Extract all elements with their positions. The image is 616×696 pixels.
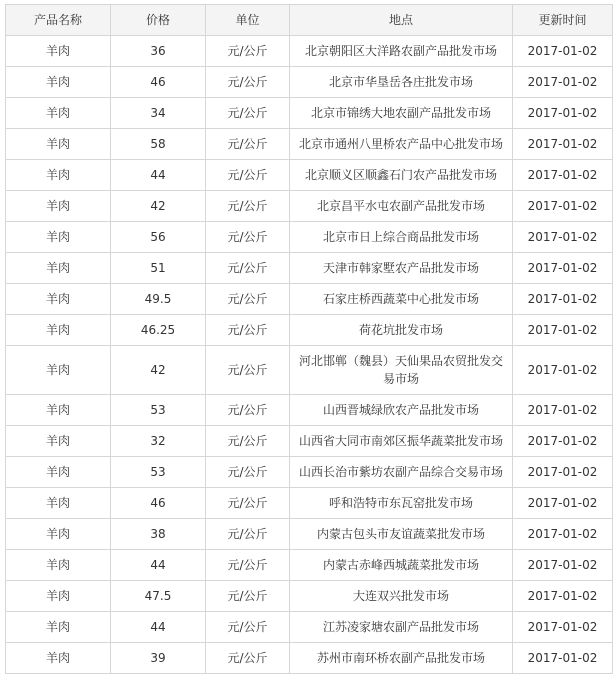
cell-unit: 元/公斤 [206, 346, 290, 395]
table-header [6, 5, 613, 36]
cell-market: 北京市日上综合商品批发市场 [290, 222, 513, 253]
cell-update-time: 2017-01-02 [513, 519, 613, 550]
table-row [6, 129, 613, 160]
cell-market: 呼和浩特市东瓦窑批发市场 [290, 488, 513, 519]
cell-product-name: 羊肉 [6, 581, 111, 612]
cell-update-time: 2017-01-02 [513, 346, 613, 395]
cell-update-time: 2017-01-02 [513, 457, 613, 488]
table-row [6, 222, 613, 253]
cell-price: 46 [111, 67, 206, 98]
table-row [6, 36, 613, 67]
cell-update-time: 2017-01-02 [513, 284, 613, 315]
cell-product-name: 羊肉 [6, 315, 111, 346]
cell-unit: 元/公斤 [206, 395, 290, 426]
cell-unit: 元/公斤 [206, 284, 290, 315]
cell-unit: 元/公斤 [206, 426, 290, 457]
cell-market: 北京朝阳区大洋路农副产品批发市场 [290, 36, 513, 67]
cell-market: 内蒙古包头市友谊蔬菜批发市场 [290, 519, 513, 550]
cell-update-time: 2017-01-02 [513, 426, 613, 457]
cell-market: 北京市华垦岳各庄批发市场 [290, 67, 513, 98]
table-row [6, 191, 613, 222]
table-row [6, 550, 613, 581]
cell-market: 苏州市南环桥农副产品批发市场 [290, 643, 513, 674]
table-row [6, 612, 613, 643]
cell-product-name: 羊肉 [6, 253, 111, 284]
table-row [6, 67, 613, 98]
cell-product-name: 羊肉 [6, 519, 111, 550]
cell-update-time: 2017-01-02 [513, 129, 613, 160]
cell-unit: 元/公斤 [206, 550, 290, 581]
cell-price: 42 [111, 346, 206, 395]
cell-price: 39 [111, 643, 206, 674]
cell-update-time: 2017-01-02 [513, 253, 613, 284]
cell-price: 49.5 [111, 284, 206, 315]
cell-update-time: 2017-01-02 [513, 315, 613, 346]
cell-update-time: 2017-01-02 [513, 36, 613, 67]
cell-market: 内蒙古赤峰西城蔬菜批发市场 [290, 550, 513, 581]
cell-price: 34 [111, 98, 206, 129]
header-unit: 单位 [206, 5, 290, 36]
header-row [6, 5, 613, 36]
cell-unit: 元/公斤 [206, 191, 290, 222]
cell-market: 河北邯郸（魏县）天仙果品农贸批发交易市场 [290, 346, 513, 395]
cell-market: 北京市锦绣大地农副产品批发市场 [290, 98, 513, 129]
cell-product-name: 羊肉 [6, 488, 111, 519]
cell-unit: 元/公斤 [206, 36, 290, 67]
cell-update-time: 2017-01-02 [513, 191, 613, 222]
cell-update-time: 2017-01-02 [513, 612, 613, 643]
cell-market: 北京顺义区顺鑫石门农产品批发市场 [290, 160, 513, 191]
cell-unit: 元/公斤 [206, 129, 290, 160]
header-market: 地点 [290, 5, 513, 36]
cell-price: 44 [111, 550, 206, 581]
cell-unit: 元/公斤 [206, 67, 290, 98]
cell-price: 58 [111, 129, 206, 160]
cell-product-name: 羊肉 [6, 36, 111, 67]
cell-update-time: 2017-01-02 [513, 395, 613, 426]
cell-market: 天津市韩家墅农产品批发市场 [290, 253, 513, 284]
cell-product-name: 羊肉 [6, 457, 111, 488]
cell-update-time: 2017-01-02 [513, 67, 613, 98]
cell-price: 38 [111, 519, 206, 550]
cell-unit: 元/公斤 [206, 581, 290, 612]
cell-unit: 元/公斤 [206, 222, 290, 253]
cell-update-time: 2017-01-02 [513, 98, 613, 129]
cell-market: 石家庄桥西蔬菜中心批发市场 [290, 284, 513, 315]
cell-unit: 元/公斤 [206, 643, 290, 674]
cell-unit: 元/公斤 [206, 160, 290, 191]
cell-unit: 元/公斤 [206, 612, 290, 643]
header-update-time: 更新时间 [513, 5, 613, 36]
table-row [6, 284, 613, 315]
cell-update-time: 2017-01-02 [513, 643, 613, 674]
cell-price: 47.5 [111, 581, 206, 612]
table-row [6, 581, 613, 612]
cell-market: 荷花坑批发市场 [290, 315, 513, 346]
table-row [6, 426, 613, 457]
cell-product-name: 羊肉 [6, 643, 111, 674]
table-row [6, 160, 613, 191]
cell-product-name: 羊肉 [6, 284, 111, 315]
table-row [6, 488, 613, 519]
cell-update-time: 2017-01-02 [513, 488, 613, 519]
cell-price: 44 [111, 160, 206, 191]
price-table [5, 4, 613, 674]
cell-price: 44 [111, 612, 206, 643]
cell-market: 山西省大同市南郊区振华蔬菜批发市场 [290, 426, 513, 457]
table-row [6, 346, 613, 395]
cell-price: 51 [111, 253, 206, 284]
cell-unit: 元/公斤 [206, 98, 290, 129]
cell-price: 53 [111, 457, 206, 488]
cell-update-time: 2017-01-02 [513, 550, 613, 581]
cell-product-name: 羊肉 [6, 191, 111, 222]
header-product-name: 产品名称 [6, 5, 111, 36]
cell-price: 32 [111, 426, 206, 457]
cell-update-time: 2017-01-02 [513, 222, 613, 253]
cell-unit: 元/公斤 [206, 315, 290, 346]
cell-product-name: 羊肉 [6, 395, 111, 426]
cell-product-name: 羊肉 [6, 67, 111, 98]
cell-product-name: 羊肉 [6, 129, 111, 160]
cell-market: 大连双兴批发市场 [290, 581, 513, 612]
cell-price: 56 [111, 222, 206, 253]
table-body [6, 36, 613, 674]
cell-product-name: 羊肉 [6, 550, 111, 581]
cell-unit: 元/公斤 [206, 457, 290, 488]
cell-market: 山西晋城绿欣农产品批发市场 [290, 395, 513, 426]
cell-unit: 元/公斤 [206, 253, 290, 284]
cell-update-time: 2017-01-02 [513, 160, 613, 191]
header-price: 价格 [111, 5, 206, 36]
cell-product-name: 羊肉 [6, 222, 111, 253]
table-row [6, 643, 613, 674]
cell-price: 42 [111, 191, 206, 222]
cell-price: 46 [111, 488, 206, 519]
table-row [6, 457, 613, 488]
cell-unit: 元/公斤 [206, 488, 290, 519]
cell-price: 36 [111, 36, 206, 67]
cell-price: 53 [111, 395, 206, 426]
cell-market: 北京市通州八里桥农产品中心批发市场 [290, 129, 513, 160]
table-row [6, 395, 613, 426]
table-row [6, 253, 613, 284]
table-row [6, 98, 613, 129]
cell-market: 北京昌平水屯农副产品批发市场 [290, 191, 513, 222]
cell-market: 江苏凌家塘农副产品批发市场 [290, 612, 513, 643]
table-row [6, 519, 613, 550]
cell-product-name: 羊肉 [6, 346, 111, 395]
cell-product-name: 羊肉 [6, 426, 111, 457]
cell-market: 山西长治市紫坊农副产品综合交易市场 [290, 457, 513, 488]
cell-price: 46.25 [111, 315, 206, 346]
cell-product-name: 羊肉 [6, 160, 111, 191]
cell-unit: 元/公斤 [206, 519, 290, 550]
cell-update-time: 2017-01-02 [513, 581, 613, 612]
cell-product-name: 羊肉 [6, 98, 111, 129]
cell-product-name: 羊肉 [6, 612, 111, 643]
table-row [6, 315, 613, 346]
